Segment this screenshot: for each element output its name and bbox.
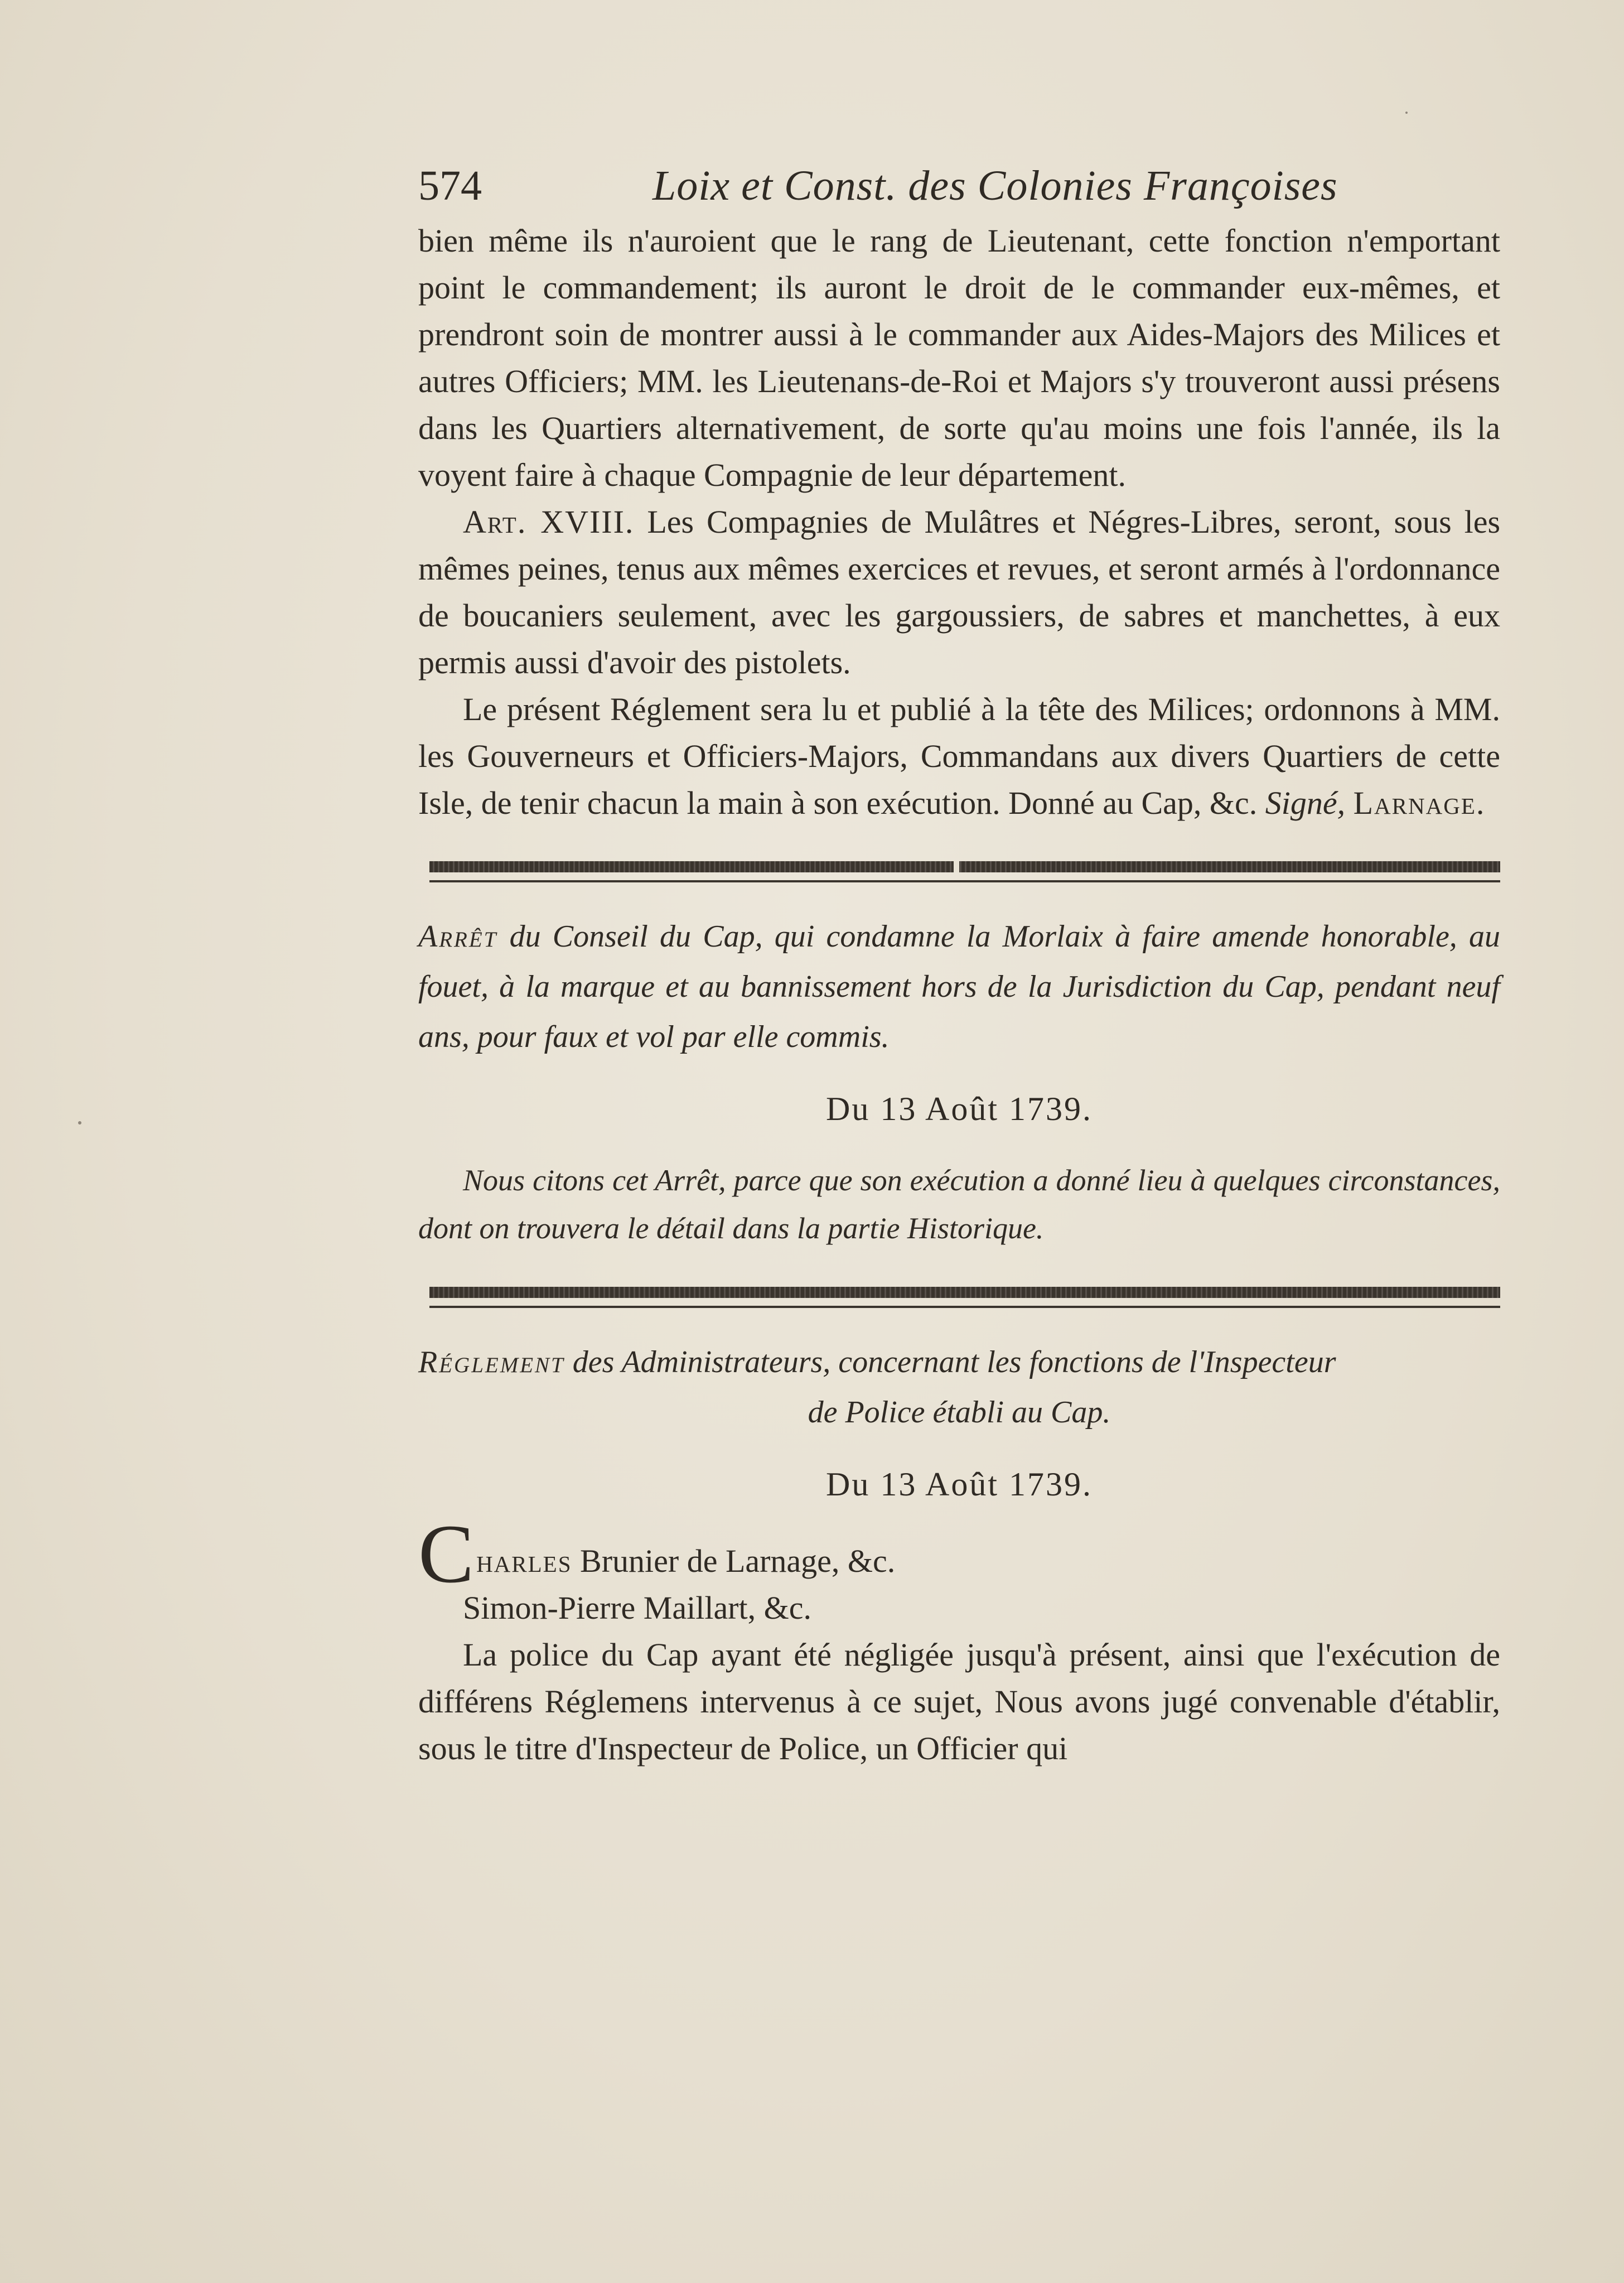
running-head: Loix et Const. des Colonies Françoises xyxy=(652,162,1338,209)
name-line-1-tail: Brunier de Larnage, &c. xyxy=(580,1543,896,1579)
closing-paragraph xyxy=(418,686,1500,827)
reglement-date: Du 13 Août 1739. xyxy=(825,1466,1093,1503)
arret-date: Du 13 Août 1739. xyxy=(825,1090,1093,1127)
divider-thick-bar xyxy=(429,861,1500,872)
section-divider xyxy=(418,1287,1500,1309)
divider-thin-line xyxy=(429,880,1500,882)
signed-label: Signé, xyxy=(1265,785,1346,821)
arret-note: Nous citons cet Arrêt, parce que son exécution a donné lieu à quelques circonstances, dont on trouvera le détail dans la partie Historique. xyxy=(418,1164,1500,1245)
continuation-paragraph: bien même ils n'auroient que le rang de Lieutenant, cette fonction n'emportant point le commandement; ils auront le droit de le commander eux-mêmes, et prendront soin de montrer aussi à le commander aux Aides-Majors des Milices et autres Officiers; MM. les Lieutenans-de-Roi et Majors s'y trouveront aussi présens dans les Quartiers alternativement, de sorte qu'au moins une fois l'année, ils la voyent faire à chaque Compagnie de leur département. xyxy=(418,223,1500,493)
drop-cap: C xyxy=(418,1508,475,1600)
closing-text: Le présent Réglement sera lu et publié à la tête des Milices; ordonnons à MM. les Gouverneurs et Officiers-Majors, Commandans aux divers Quartiers de cette Isle, de tenir chacun la main à son exécution. Donné au Cap, &c. xyxy=(418,691,1500,821)
arret-title xyxy=(418,911,1500,1062)
reglement-title-text: des Administrateurs, concernant les fonctions de l'Inspecteur xyxy=(572,1345,1336,1379)
page-header xyxy=(418,156,1500,218)
reglement-name-line-2: Simon-Pierre Maillart, &c. xyxy=(463,1590,811,1626)
reglement-paragraph: La police du Cap ayant été négligée jusqu'à présent, ainsi que l'exécution de différens Réglemens intervenus à ce sujet, Nous avons jugé convenable d'établir, sous le titre d'Inspecteur de Police, un Officier qui xyxy=(418,1637,1500,1766)
article-text: Les Compagnies de Mulâtres et Négres-Libres, seront, sous les mêmes peines, tenus aux mêmes exercices et revues, et seront armés à l'ordonnance de boucaniers seulement, avec les gargoussiers, de sabres et manchettes, à eux permis aussi d'avoir des pistolets. xyxy=(418,504,1501,680)
article-label: Art. XVIII. xyxy=(463,504,635,540)
section-divider xyxy=(418,861,1500,884)
reglement-title-line-1 xyxy=(418,1337,1500,1387)
reglement-lead: Réglement xyxy=(418,1345,565,1379)
arret-lead: Arrêt xyxy=(418,919,498,954)
divider-thin-line xyxy=(429,1306,1500,1308)
page-number: 574 xyxy=(418,162,482,209)
paper-speck xyxy=(1405,112,1408,114)
arret-title-text: du Conseil du Cap, qui condamne la Morlaix à faire amende honorable, au fouet, à la marque et au bannissement hors de la Jurisdiction du Cap, pendant neuf ans, pour faux et vol par elle commis. xyxy=(418,919,1500,1054)
article-18-paragraph xyxy=(418,499,1500,686)
paper-speck xyxy=(78,1121,81,1124)
signatory: Larnage. xyxy=(1353,785,1486,821)
reglement-name-line-1 xyxy=(418,1508,1500,1600)
page-content xyxy=(418,156,1500,1772)
first-name-rest: harles xyxy=(476,1543,572,1579)
reglement-title-line-2: de Police établi au Cap. xyxy=(808,1395,1111,1430)
divider-gap xyxy=(954,861,959,872)
divider-thick-bar xyxy=(429,1287,1500,1298)
